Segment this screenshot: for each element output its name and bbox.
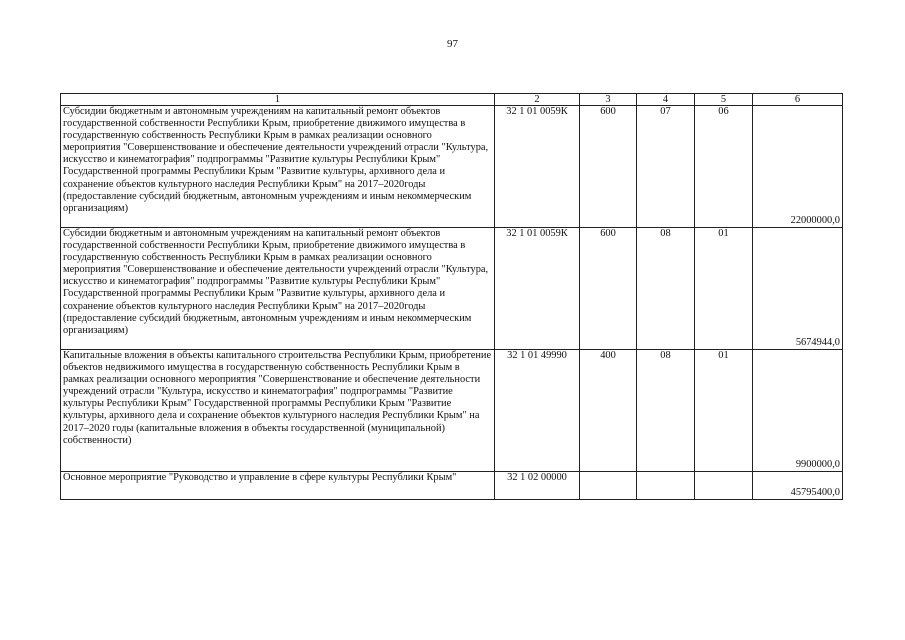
row-code: 32 1 02 00000 [495, 472, 580, 500]
table-header-row [61, 94, 843, 106]
row-code: 32 1 01 0059К [495, 106, 580, 228]
row-name: Основное мероприятие "Руководство и управление в сфере культуры Республики Крым" [61, 472, 495, 500]
header-cell-6: 6 [753, 94, 843, 106]
table-row [61, 472, 843, 500]
table-row [61, 228, 843, 350]
row-amount: 22000000,0 [753, 106, 843, 228]
row-amount: 9900000,0 [753, 350, 843, 472]
row-code: 32 1 01 49990 [495, 350, 580, 472]
row-col3: 600 [580, 228, 637, 350]
row-col4: 08 [637, 228, 695, 350]
row-name: Субсидии бюджетным и автономным учреждениям на капитальный ремонт объектов государственной собственности Республики Крым, приобретение движимого имущества в государственную собственность Республики Крым в рамках реализации основного мероприятия "Совершенствование и обеспечение деятельности учреждений отрасли "Культура, искусство и кинематография" подпрограммы "Развитие культуры Республики Крым" Государственной программы Республики Крым "Развитие культуры, архивного дела и сохранение объектов культурного наследия Республики Крым" на 2017–2020годы (предоставление субсидий бюджетным, автономным учреждениям и иным некоммерческим организациям) [61, 228, 495, 350]
row-col3 [580, 472, 637, 500]
budget-table [60, 93, 843, 500]
header-cell-1: 1 [61, 94, 495, 106]
table-row [61, 106, 843, 228]
row-code: 32 1 01 0059К [495, 228, 580, 350]
header-cell-5: 5 [695, 94, 753, 106]
row-col5 [695, 472, 753, 500]
row-col3: 600 [580, 106, 637, 228]
row-amount: 5674944,0 [753, 228, 843, 350]
row-col3: 400 [580, 350, 637, 472]
header-cell-2: 2 [495, 94, 580, 106]
page-number: 97 [447, 38, 458, 50]
table-row [61, 350, 843, 472]
row-name: Капитальные вложения в объекты капитального строительства Республики Крым, приобретение объектов недвижимого имущества в государственную собственность Республики Крым в рамках реализации основного мероприятия "Совершенствование и обеспечение деятельности учреждений отрасли "Культура, искусство и кинематография" подпрограммы "Развитие культуры Республики Крым" Государственной программы Республики Крым "Развитие культуры, архивного дела и сохранение объектов культурного наследия Республики Крым" на 2017–2020 годы (капитальные вложения в объекты государственной (муниципальной) собственности) [61, 350, 495, 472]
header-cell-4: 4 [637, 94, 695, 106]
row-col5: 01 [695, 228, 753, 350]
row-col4 [637, 472, 695, 500]
row-col4: 08 [637, 350, 695, 472]
row-col4: 07 [637, 106, 695, 228]
row-amount: 45795400,0 [753, 472, 843, 500]
row-name: Субсидии бюджетным и автономным учреждениям на капитальный ремонт объектов государственной собственности Республики Крым, приобретение движимого имущества в государственную собственность Республики Крым в рамках реализации основного мероприятия "Совершенствование и обеспечение деятельности учреждений отрасли "Культура, искусство и кинематография" подпрограммы "Развитие культуры Республики Крым" Государственной программы Республики Крым "Развитие культуры, архивного дела и сохранение объектов культурного наследия Республики Крым" на 2017–2020годы (предоставление субсидий бюджетным, автономным учреждениям и иным некоммерческим организациям) [61, 106, 495, 228]
row-col5: 01 [695, 350, 753, 472]
header-cell-3: 3 [580, 94, 637, 106]
row-col5: 06 [695, 106, 753, 228]
